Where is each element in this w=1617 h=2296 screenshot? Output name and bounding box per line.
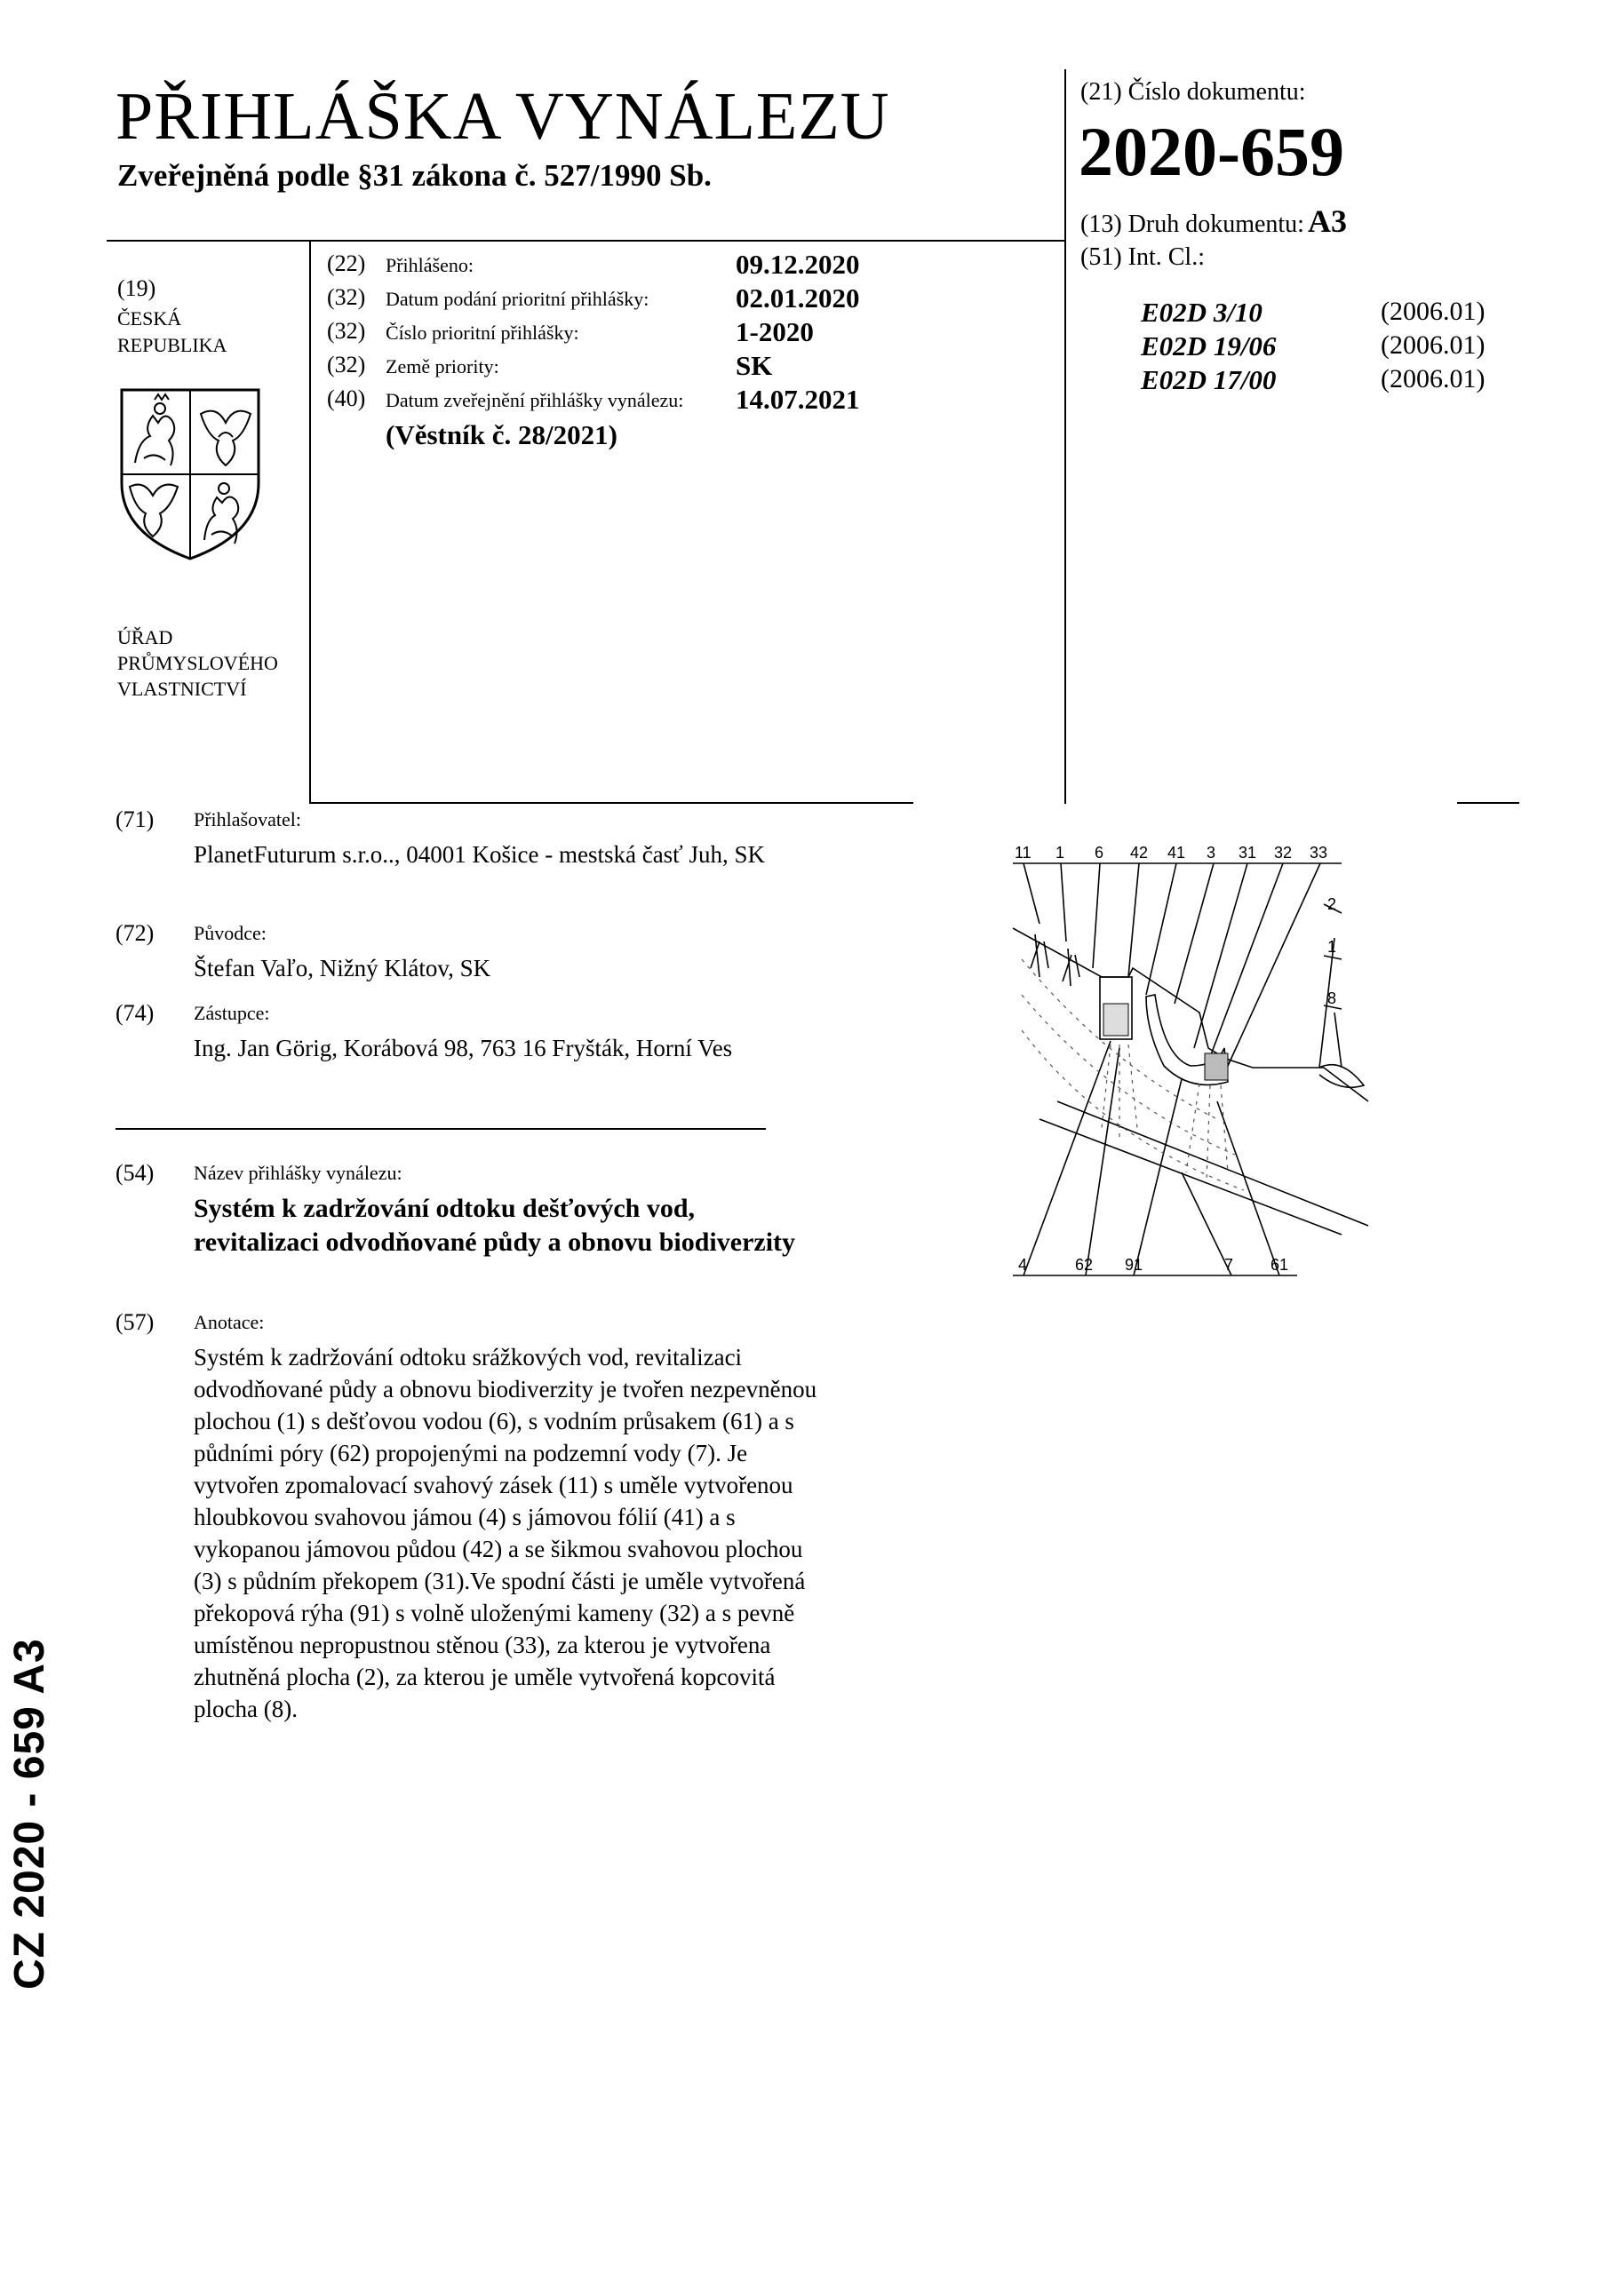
- classification-version: (2006.01): [1381, 297, 1486, 326]
- field-code: (54): [116, 1160, 155, 1186]
- priority-label: Číslo prioritní přihlášky:: [386, 322, 579, 344]
- document-kind: A3: [1307, 203, 1347, 239]
- figure-label-top: 41: [1167, 844, 1186, 862]
- figure-label-right: 1: [1327, 938, 1337, 956]
- priority-code: (32): [327, 318, 366, 344]
- country-name-line1: ČESKÁ: [117, 307, 182, 330]
- document-number-label: (21) Číslo dokumentu:: [1080, 78, 1306, 106]
- priority-code: (22): [327, 250, 366, 276]
- field-code: (72): [116, 920, 155, 946]
- figure-label-bottom: 61: [1270, 1256, 1289, 1274]
- inventor-value: Štefan Vaľo, Nižný Klátov, SK: [194, 955, 491, 981]
- priority-value: 1-2020: [736, 316, 814, 347]
- czech-coat-of-arms-icon: [119, 387, 261, 561]
- document-number: 2020-659: [1079, 113, 1344, 190]
- classification-code: E02D 17/00: [1141, 364, 1277, 395]
- figure-label-top: 3: [1207, 844, 1216, 862]
- priority-code: (32): [327, 284, 366, 310]
- side-document-code: CZ 2020 - 659 A3: [6, 1638, 53, 1990]
- classification-version: (2006.01): [1381, 330, 1486, 360]
- figure-label-top: 42: [1130, 844, 1149, 862]
- document-kind-label: (13) Druh dokumentu:: [1080, 211, 1304, 238]
- header-divider: [107, 240, 1066, 242]
- priority-value: 02.01.2020: [736, 282, 860, 314]
- figure-label-top: 11: [1015, 844, 1032, 862]
- field-label: Název přihlášky vynálezu:: [194, 1162, 402, 1184]
- document-kind-row: [1080, 203, 1347, 240]
- figure-label-top: 32: [1274, 844, 1293, 862]
- figure-label-bottom: 4: [1018, 1256, 1028, 1274]
- field-code: (71): [116, 806, 155, 832]
- technical-drawing: [1004, 835, 1377, 1297]
- int-cl-label: (51) Int. Cl.:: [1080, 243, 1205, 271]
- document-title: PŘIHLÁŠKA VYNÁLEZU: [116, 79, 890, 154]
- field-label: Anotace:: [194, 1311, 265, 1333]
- field-code: (74): [116, 1000, 155, 1026]
- representative-value: Ing. Jan Görig, Korábová 98, 763 16 Fryšták, Horní Ves: [194, 1035, 733, 1061]
- abstract-value: Systém k zadržování odtoku srážkových vod, revitalizaci odvodňované půdy a obnovu biodiverzity je tvořen nezpevněnou plochou (1) s dešťovou vodou (6), s vodním průsakem (61) a s půdními póry (62) propojenými na podzemní vody (7). Je vytvořen zpomalovací svahový zásek (11) s uměle vytvořenou hloubkovou svahovou jámou (4) s jámovou fólií (41) a s vykopanou jámovou půdou (42) a se šikmou svahovou plochou (3) s půdním překopem (31).Ve spodní části je uměle vytvořená překopová rýha (91) s volně uloženými kameny (32) a s pevně umístěnou nepropustnou stěnou (33), za kterou je vytvořena zhutněná plocha (2), za kterou je uměle vytvořená kopcovitá plocha (8).: [194, 1344, 817, 1722]
- figure-label-top: 33: [1310, 844, 1328, 862]
- frame-bottom-left: [309, 802, 913, 804]
- office-name-line2: PRŮMYSLOVÉHO: [117, 652, 278, 674]
- country-code: (19): [117, 275, 156, 301]
- classification-version: (2006.01): [1381, 364, 1486, 393]
- figure-label-bottom: 62: [1075, 1256, 1094, 1274]
- classification-code: E02D 19/06: [1141, 330, 1277, 361]
- field-label: Zástupce:: [194, 1002, 270, 1024]
- priority-label: Přihlášeno:: [386, 254, 474, 276]
- field-label: Přihlašovatel:: [194, 808, 301, 830]
- figure-label-right: 8: [1327, 989, 1337, 1007]
- figure-label-bottom: 7: [1224, 1256, 1234, 1274]
- priority-code: (32): [327, 352, 366, 377]
- office-name-line3: VLASTNICTVÍ: [117, 678, 247, 700]
- left-column-divider: [309, 240, 311, 804]
- figure-label-right: 2: [1327, 895, 1337, 913]
- office-name-line1: ÚŘAD: [117, 626, 173, 648]
- bulletin-number: (Věstník č. 28/2021): [386, 419, 617, 450]
- priority-value: 09.12.2020: [736, 249, 860, 280]
- country-name-line2: REPUBLIKA: [117, 334, 227, 356]
- priority-value: 14.07.2021: [736, 384, 860, 415]
- figure-label-top: 31: [1239, 844, 1257, 862]
- priority-value: SK: [736, 350, 773, 381]
- figure-label-top: 1: [1055, 844, 1065, 862]
- right-column-divider: [1064, 69, 1066, 804]
- field-label: Původce:: [194, 922, 267, 944]
- priority-label: Datum podání prioritní přihlášky:: [386, 288, 649, 310]
- frame-bottom-right: [1457, 802, 1519, 804]
- priority-code: (40): [327, 385, 366, 411]
- figure-label-top: 6: [1095, 844, 1104, 862]
- fields-divider: [116, 1128, 766, 1130]
- classification-code: E02D 3/10: [1141, 297, 1263, 328]
- priority-label: Země priority:: [386, 355, 499, 377]
- applicant-value: PlanetFuturum s.r.o.., 04001 Košice - mestská časť Juh, SK: [194, 841, 765, 868]
- document-subtitle: Zveřejněná podle §31 zákona č. 527/1990 Sb.: [117, 158, 712, 193]
- priority-label: Datum zveřejnění přihlášky vynálezu:: [386, 389, 684, 411]
- field-code: (57): [116, 1309, 155, 1335]
- invention-title-value: Systém k zadržování odtoku dešťových vod, revitalizaci odvodňované půdy a obnovu biodiverzity: [194, 1194, 796, 1257]
- figure-label-bottom: 91: [1125, 1256, 1143, 1274]
